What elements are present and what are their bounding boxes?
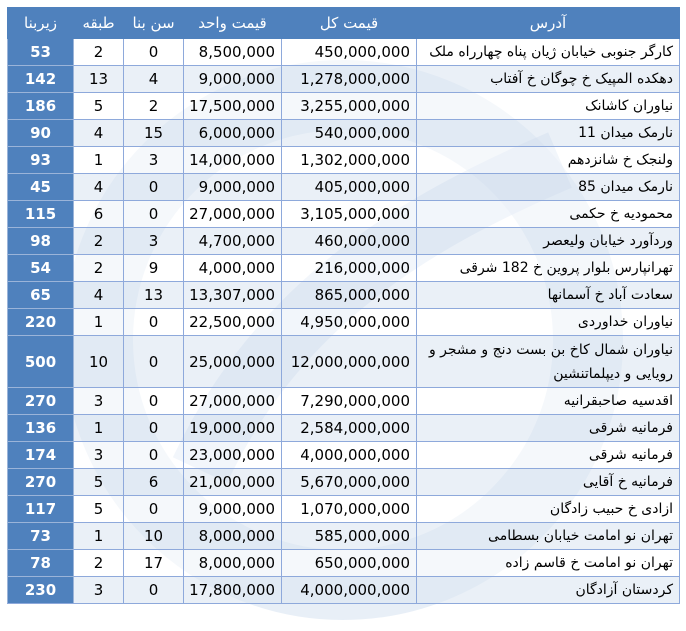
cell-address: وردآورد خیابان ولیعصر <box>417 228 680 255</box>
cell-area: 230 <box>8 577 74 604</box>
cell-age: 0 <box>124 174 184 201</box>
header-address: آدرس <box>417 8 680 39</box>
cell-address: ازادی خ حبیب زادگان <box>417 496 680 523</box>
cell-total-price: 4,000,000,000 <box>282 442 417 469</box>
cell-unit-price: 4,700,000 <box>184 228 282 255</box>
cell-unit-price: 25,000,000 <box>184 336 282 388</box>
cell-age: 0 <box>124 442 184 469</box>
cell-total-price: 460,000,000 <box>282 228 417 255</box>
cell-address: نیاوران شمال کاخ بن بست دنج و مشجر و رویایی و دیپلماتنشین <box>417 336 680 388</box>
table-row <box>8 255 680 282</box>
cell-unit-price: 23,000,000 <box>184 442 282 469</box>
cell-area: 78 <box>8 550 74 577</box>
cell-floor: 3 <box>74 442 124 469</box>
cell-total-price: 1,302,000,000 <box>282 147 417 174</box>
cell-address: نارمک میدان 85 <box>417 174 680 201</box>
cell-unit-price: 9,000,000 <box>184 174 282 201</box>
cell-floor: 5 <box>74 93 124 120</box>
cell-address: نیاوران کاشانک <box>417 93 680 120</box>
cell-address: سعادت آباد خ آسمانها <box>417 282 680 309</box>
cell-floor: 1 <box>74 309 124 336</box>
cell-area: 93 <box>8 147 74 174</box>
cell-age: 15 <box>124 120 184 147</box>
cell-total-price: 585,000,000 <box>282 523 417 550</box>
cell-area: 73 <box>8 523 74 550</box>
cell-unit-price: 14,000,000 <box>184 147 282 174</box>
cell-unit-price: 27,000,000 <box>184 201 282 228</box>
cell-age: 2 <box>124 93 184 120</box>
cell-area: 136 <box>8 415 74 442</box>
cell-floor: 13 <box>74 66 124 93</box>
cell-total-price: 650,000,000 <box>282 550 417 577</box>
cell-area: 65 <box>8 282 74 309</box>
table-row <box>8 66 680 93</box>
cell-total-price: 1,278,000,000 <box>282 66 417 93</box>
cell-unit-price: 17,500,000 <box>184 93 282 120</box>
cell-age: 3 <box>124 228 184 255</box>
cell-unit-price: 13,307,000 <box>184 282 282 309</box>
cell-total-price: 450,000,000 <box>282 39 417 66</box>
cell-floor: 4 <box>74 282 124 309</box>
cell-address: نیاوران خداوردی <box>417 309 680 336</box>
cell-unit-price: 27,000,000 <box>184 388 282 415</box>
cell-floor: 10 <box>74 336 124 388</box>
cell-age: 3 <box>124 147 184 174</box>
cell-floor: 4 <box>74 120 124 147</box>
cell-area: 115 <box>8 201 74 228</box>
cell-age: 0 <box>124 496 184 523</box>
cell-area: 90 <box>8 120 74 147</box>
cell-total-price: 865,000,000 <box>282 282 417 309</box>
cell-floor: 3 <box>74 577 124 604</box>
header-floor: طبقه <box>74 8 124 39</box>
cell-address: تهران نو امامت خیابان بسطامی <box>417 523 680 550</box>
cell-age: 13 <box>124 282 184 309</box>
cell-address: فرمانیه خ آقایی <box>417 469 680 496</box>
cell-area: 117 <box>8 496 74 523</box>
cell-floor: 3 <box>74 388 124 415</box>
cell-area: 270 <box>8 388 74 415</box>
cell-address: کردستان آزادگان <box>417 577 680 604</box>
cell-age: 0 <box>124 201 184 228</box>
cell-total-price: 3,255,000,000 <box>282 93 417 120</box>
cell-unit-price: 9,000,000 <box>184 66 282 93</box>
cell-unit-price: 17,800,000 <box>184 577 282 604</box>
cell-floor: 5 <box>74 496 124 523</box>
cell-total-price: 1,070,000,000 <box>282 496 417 523</box>
cell-address: ولنجک خ شانزدهم <box>417 147 680 174</box>
cell-age: 4 <box>124 66 184 93</box>
cell-total-price: 4,000,000,000 <box>282 577 417 604</box>
cell-area: 53 <box>8 39 74 66</box>
cell-area: 270 <box>8 469 74 496</box>
cell-floor: 1 <box>74 147 124 174</box>
table-row <box>8 93 680 120</box>
cell-total-price: 2,584,000,000 <box>282 415 417 442</box>
cell-age: 6 <box>124 469 184 496</box>
cell-total-price: 5,670,000,000 <box>282 469 417 496</box>
cell-age: 17 <box>124 550 184 577</box>
cell-floor: 1 <box>74 415 124 442</box>
cell-floor: 2 <box>74 39 124 66</box>
cell-age: 0 <box>124 388 184 415</box>
table-row <box>8 496 680 523</box>
header-total-price: قیمت کل <box>282 8 417 39</box>
cell-address: تهران نو امامت خ قاسم زاده <box>417 550 680 577</box>
cell-age: 0 <box>124 336 184 388</box>
cell-unit-price: 19,000,000 <box>184 415 282 442</box>
table-row <box>8 147 680 174</box>
cell-age: 0 <box>124 309 184 336</box>
cell-area: 45 <box>8 174 74 201</box>
cell-total-price: 7,290,000,000 <box>282 388 417 415</box>
real-estate-table <box>7 7 680 604</box>
cell-address: دهکده المپیک خ چوگان خ آفتاب <box>417 66 680 93</box>
cell-floor: 6 <box>74 201 124 228</box>
table-row <box>8 282 680 309</box>
cell-age: 0 <box>124 577 184 604</box>
cell-age: 0 <box>124 415 184 442</box>
table-row <box>8 469 680 496</box>
cell-area: 142 <box>8 66 74 93</box>
cell-age: 9 <box>124 255 184 282</box>
cell-address: فرمانیه شرقی <box>417 415 680 442</box>
cell-floor: 5 <box>74 469 124 496</box>
cell-unit-price: 4,000,000 <box>184 255 282 282</box>
cell-unit-price: 8,500,000 <box>184 39 282 66</box>
cell-total-price: 3,105,000,000 <box>282 201 417 228</box>
header-area: زیربنا <box>8 8 74 39</box>
cell-address: تهرانپارس بلوار پروین خ 182 شرقی <box>417 255 680 282</box>
cell-area: 500 <box>8 336 74 388</box>
table-row <box>8 309 680 336</box>
cell-address: کارگر جنوبی خیابان ژیان پناه چهارراه ملک <box>417 39 680 66</box>
table-row <box>8 415 680 442</box>
header-row <box>8 8 680 39</box>
table-row <box>8 442 680 469</box>
header-age: سن بنا <box>124 8 184 39</box>
cell-area: 186 <box>8 93 74 120</box>
cell-age: 10 <box>124 523 184 550</box>
cell-unit-price: 21,000,000 <box>184 469 282 496</box>
cell-total-price: 4,950,000,000 <box>282 309 417 336</box>
cell-floor: 2 <box>74 228 124 255</box>
table-row <box>8 550 680 577</box>
cell-age: 0 <box>124 39 184 66</box>
cell-total-price: 216,000,000 <box>282 255 417 282</box>
table-row <box>8 174 680 201</box>
cell-area: 220 <box>8 309 74 336</box>
cell-area: 174 <box>8 442 74 469</box>
cell-address: نارمک میدان 11 <box>417 120 680 147</box>
cell-total-price: 12,000,000,000 <box>282 336 417 388</box>
cell-area: 98 <box>8 228 74 255</box>
cell-total-price: 405,000,000 <box>282 174 417 201</box>
table-row <box>8 388 680 415</box>
cell-floor: 2 <box>74 550 124 577</box>
cell-area: 54 <box>8 255 74 282</box>
cell-unit-price: 8,000,000 <box>184 550 282 577</box>
cell-unit-price: 8,000,000 <box>184 523 282 550</box>
table-row <box>8 523 680 550</box>
cell-unit-price: 22,500,000 <box>184 309 282 336</box>
cell-floor: 2 <box>74 255 124 282</box>
cell-floor: 4 <box>74 174 124 201</box>
table-row <box>8 577 680 604</box>
cell-floor: 1 <box>74 523 124 550</box>
table-row <box>8 336 680 388</box>
table-row <box>8 228 680 255</box>
cell-address: اقدسیه صاحبقرانیه <box>417 388 680 415</box>
cell-address: محمودیه خ حکمی <box>417 201 680 228</box>
cell-unit-price: 9,000,000 <box>184 496 282 523</box>
table-row <box>8 120 680 147</box>
table-row <box>8 39 680 66</box>
cell-unit-price: 6,000,000 <box>184 120 282 147</box>
header-unit-price: قیمت واحد <box>184 8 282 39</box>
cell-total-price: 540,000,000 <box>282 120 417 147</box>
table-row <box>8 201 680 228</box>
cell-address: فرمانیه شرقی <box>417 442 680 469</box>
